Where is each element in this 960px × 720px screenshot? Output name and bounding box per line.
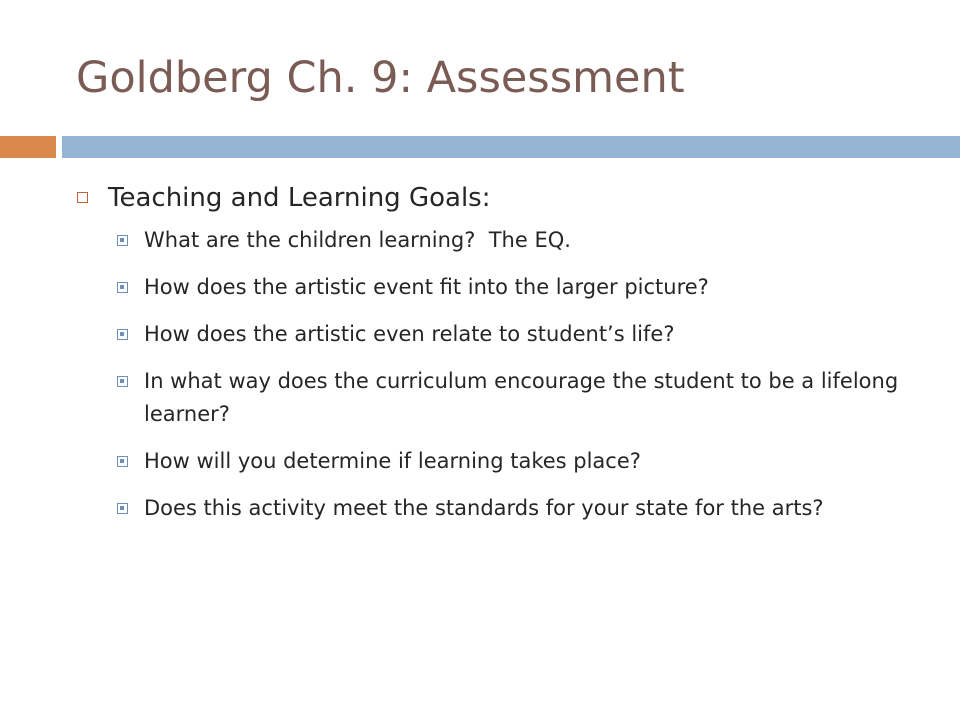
bullet-level1 [68,176,928,220]
slide-title: Goldberg Ch. 9: Assessment [76,53,685,103]
boxed-square-icon [117,329,128,340]
bullet-level2-text: How will you determine if learning takes place? [144,449,641,473]
bullet-level2-text: Does this activity meet the standards for your state for the arts? [144,496,824,520]
boxed-square-icon [117,235,128,246]
bullet-level2-text: What are the children learning? The EQ. [144,228,571,252]
boxed-square-icon [117,503,128,514]
bullet-level2-text: How does the artistic even relate to student’s life? [144,322,675,346]
bullet-sublist [68,224,928,525]
bullet-level2-item [68,492,928,525]
bullet-level2-item [68,271,928,304]
title-accent-blue-bar [62,136,960,158]
hollow-square-icon [77,192,88,203]
boxed-square-icon [117,282,128,293]
slide-content [68,176,928,539]
boxed-square-icon [117,376,128,387]
bullet-level2-item [68,365,928,431]
title-accent-orange-bar [0,136,56,158]
bullet-level1-text: Teaching and Learning Goals: [108,183,491,213]
bullet-level2-text: In what way does the curriculum encourage the student to be a lifelong learner? [144,369,899,426]
boxed-square-icon [117,456,128,467]
bullet-level2-item [68,318,928,351]
bullet-level2-item [68,224,928,257]
bullet-level2-text: How does the artistic event fit into the larger picture? [144,275,709,299]
bullet-level2-item [68,445,928,478]
